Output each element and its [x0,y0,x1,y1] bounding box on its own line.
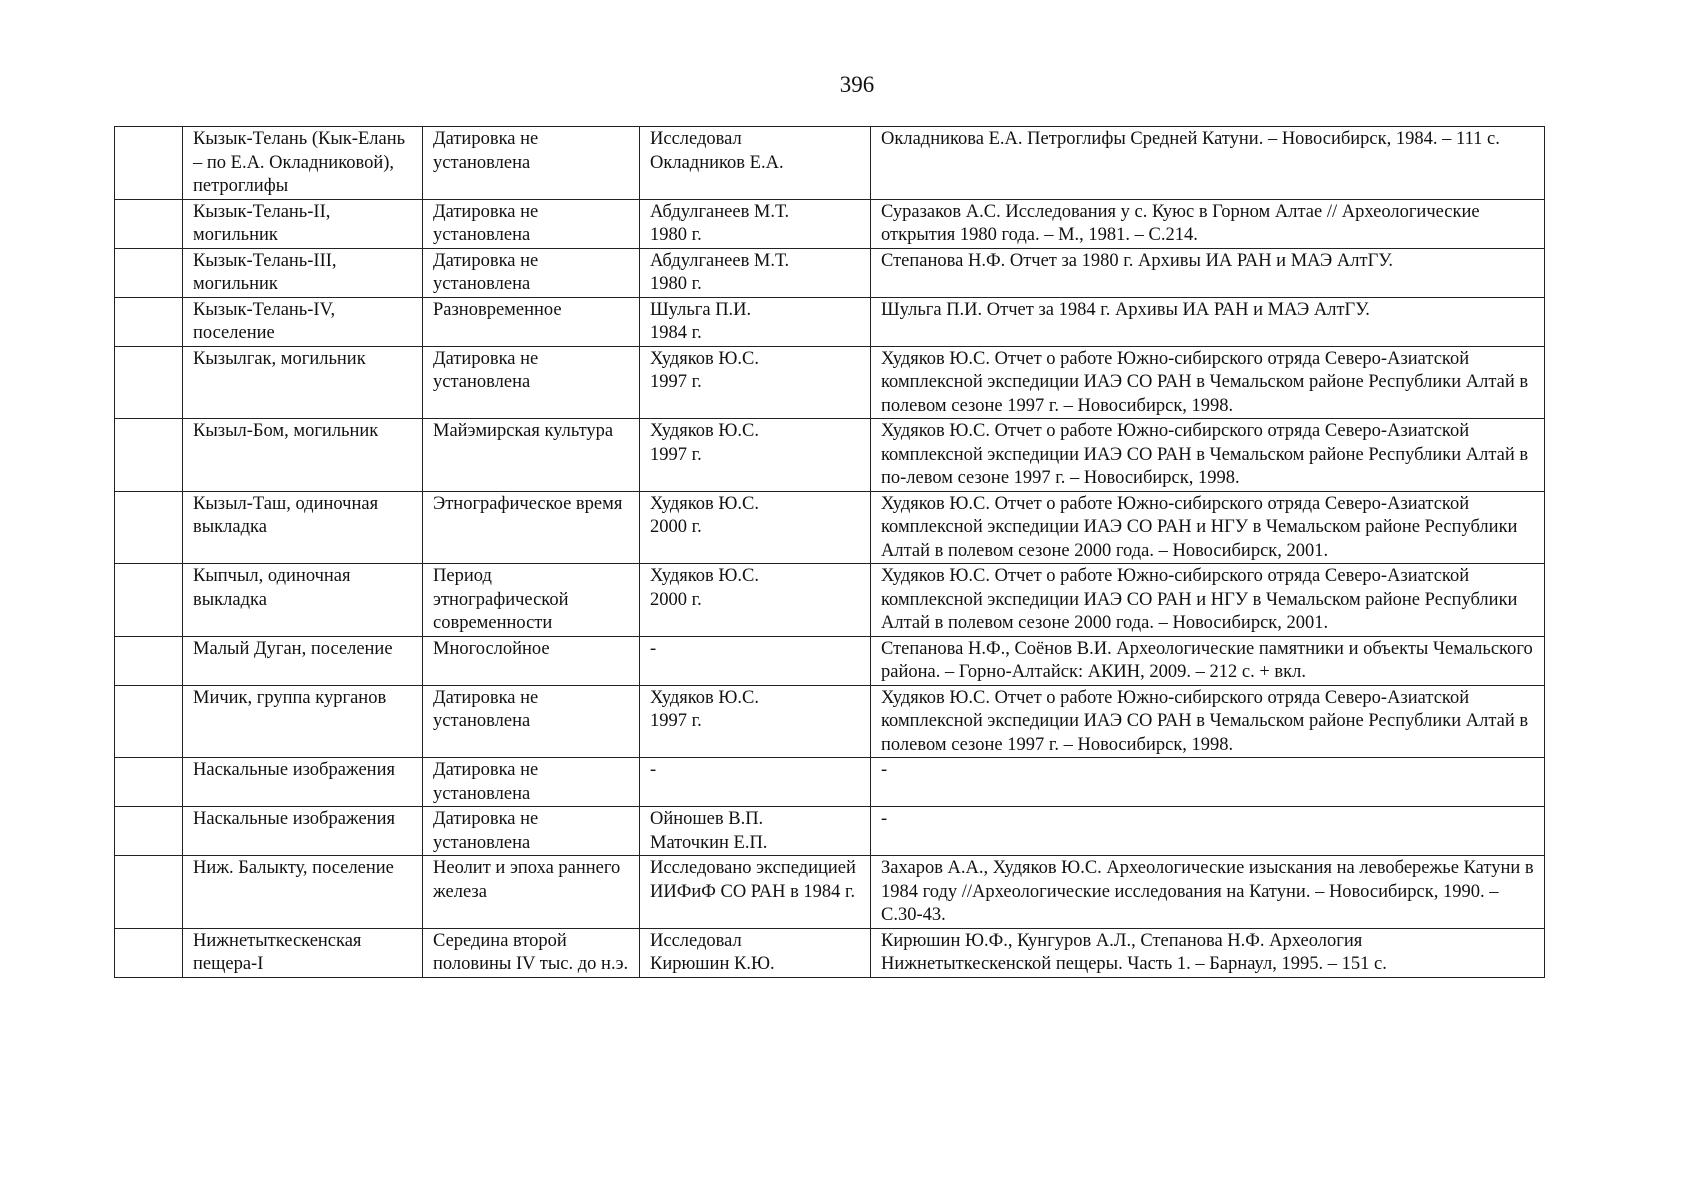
cell-researcher: Ойношев В.П. Маточкин Е.П. [640,807,871,856]
cell-number [115,297,183,346]
table-row [115,928,1545,977]
cell-dating: Многослойное [423,636,640,685]
cell-dating: Датировка не установлена [423,127,640,200]
cell-researcher: - [640,758,871,807]
cell-monument-name: Нижнетыткескенская пещера-I [183,928,423,977]
cell-monument-name: Мичик, группа курганов [183,685,423,758]
cell-researcher: Худяков Ю.С. 2000 г. [640,564,871,637]
cell-researcher: Худяков Ю.С. 1997 г. [640,685,871,758]
cell-dating: Этнографическое время [423,491,640,564]
page-number: 396 [839,72,875,97]
table-row [115,685,1545,758]
cell-source: - [871,807,1545,856]
cell-monument-name: Ниж. Балыкту, поселение [183,856,423,929]
cell-monument-name: Кыпчыл, одиночная выкладка [183,564,423,637]
cell-dating: Датировка не установлена [423,807,640,856]
cell-number [115,758,183,807]
cell-researcher: Худяков Ю.С. 1997 г. [640,346,871,419]
cell-monument-name: Кызык-Телань (Кык-Елань – по Е.А. Окладниковой), петроглифы [183,127,423,200]
cell-researcher: Исследовал Кирюшин К.Ю. [640,928,871,977]
cell-number [115,127,183,200]
cell-researcher: - [640,636,871,685]
cell-researcher: Исследовано экспедицией ИИФиФ СО РАН в 1984 г. [640,856,871,929]
cell-source: Худяков Ю.С. Отчет о работе Южно-сибирского отряда Северо-Азиатской комплексной экспедиции ИАЭ СО РАН в Чемальском районе Республики Алтай в по-левом сезоне 1997 г. – Новосибирск, 1998. [871,419,1545,492]
cell-dating: Датировка не установлена [423,346,640,419]
cell-dating: Неолит и эпоха раннего железа [423,856,640,929]
cell-dating: Датировка не установлена [423,248,640,297]
monuments-table [114,126,1545,978]
cell-monument-name: Кызыл-Таш, одиночная выкладка [183,491,423,564]
cell-source: - [871,758,1545,807]
cell-dating: Датировка не установлена [423,199,640,248]
cell-number [115,564,183,637]
table-row [115,491,1545,564]
cell-monument-name: Кызык-Телань-II, могильник [183,199,423,248]
cell-researcher: Худяков Ю.С. 2000 г. [640,491,871,564]
cell-researcher: Исследовал Окладников Е.А. [640,127,871,200]
cell-dating: Майэмирская культура [423,419,640,492]
cell-number [115,636,183,685]
cell-source: Суразаков А.С. Исследования у с. Куюс в Горном Алтае // Археологические открытия 1980 года. – М., 1981. – С.214. [871,199,1545,248]
cell-number [115,856,183,929]
cell-number [115,346,183,419]
cell-number [115,928,183,977]
cell-source: Шульга П.И. Отчет за 1984 г. Архивы ИА РАН и МАЭ АлтГУ. [871,297,1545,346]
cell-number [115,685,183,758]
cell-dating: Период этнографической современности [423,564,640,637]
table-row [115,807,1545,856]
table-row [115,758,1545,807]
cell-researcher: Абдулганеев М.Т. 1980 г. [640,199,871,248]
cell-number [115,419,183,492]
cell-source: Степанова Н.Ф. Отчет за 1980 г. Архивы ИА РАН и МАЭ АлтГУ. [871,248,1545,297]
table-row [115,199,1545,248]
cell-source: Окладникова Е.А. Петроглифы Средней Катуни. – Новосибирск, 1984. – 111 с. [871,127,1545,200]
cell-number [115,807,183,856]
cell-source: Худяков Ю.С. Отчет о работе Южно-сибирского отряда Северо-Азиатской комплексной экспедиции ИАЭ СО РАН в Чемальском районе Республики Алтай в полевом сезоне 1997 г. – Новосибирск, 1998. [871,346,1545,419]
cell-number [115,491,183,564]
cell-source: Захаров А.А., Худяков Ю.С. Археологические изыскания на левобережье Катуни в 1984 году //Археологические исследования на Катуни. – Новосибирск, 1990. – С.30-43. [871,856,1545,929]
table-row [115,636,1545,685]
table-row [115,419,1545,492]
cell-monument-name: Наскальные изображения [183,807,423,856]
cell-dating: Датировка не установлена [423,758,640,807]
cell-source: Степанова Н.Ф., Соёнов В.И. Археологические памятники и объекты Чемальского района. – Горно-Алтайск: АКИН, 2009. – 212 с. + вкл. [871,636,1545,685]
cell-source: Кирюшин Ю.Ф., Кунгуров А.Л., Степанова Н.Ф. Археология Нижнетыткескенской пещеры. Часть 1. – Барнаул, 1995. – 151 с. [871,928,1545,977]
table-row [115,248,1545,297]
cell-dating: Разновременное [423,297,640,346]
table-row [115,297,1545,346]
cell-monument-name: Кызылгак, могильник [183,346,423,419]
cell-source: Худяков Ю.С. Отчет о работе Южно-сибирского отряда Северо-Азиатской комплексной экспедиции ИАЭ СО РАН и НГУ в Чемальском районе Республики Алтай в полевом сезоне 2000 года. – Новосибирск, 2001. [871,491,1545,564]
table-row [115,127,1545,200]
cell-monument-name: Кызыл-Бом, могильник [183,419,423,492]
cell-monument-name: Кызык-Телань-IV, поселение [183,297,423,346]
cell-dating: Датировка не установлена [423,685,640,758]
table-row [115,856,1545,929]
cell-dating: Середина второй половины IV тыс. до н.э. [423,928,640,977]
cell-researcher: Худяков Ю.С. 1997 г. [640,419,871,492]
table-row [115,564,1545,637]
cell-number [115,199,183,248]
cell-researcher: Шульга П.И. 1984 г. [640,297,871,346]
table-row [115,346,1545,419]
cell-source: Худяков Ю.С. Отчет о работе Южно-сибирского отряда Северо-Азиатской комплексной экспедиции ИАЭ СО РАН и НГУ в Чемальском районе Республики Алтай в полевом сезоне 2000 года. – Новосибирск, 2001. [871,564,1545,637]
cell-monument-name: Наскальные изображения [183,758,423,807]
cell-source: Худяков Ю.С. Отчет о работе Южно-сибирского отряда Северо-Азиатской комплексной экспедиции ИАЭ СО РАН в Чемальском районе Республики Алтай в полевом сезоне 1997 г. – Новосибирск, 1998. [871,685,1545,758]
cell-researcher: Абдулганеев М.Т. 1980 г. [640,248,871,297]
cell-monument-name: Кызык-Телань-III, могильник [183,248,423,297]
cell-number [115,248,183,297]
cell-monument-name: Малый Дуган, поселение [183,636,423,685]
